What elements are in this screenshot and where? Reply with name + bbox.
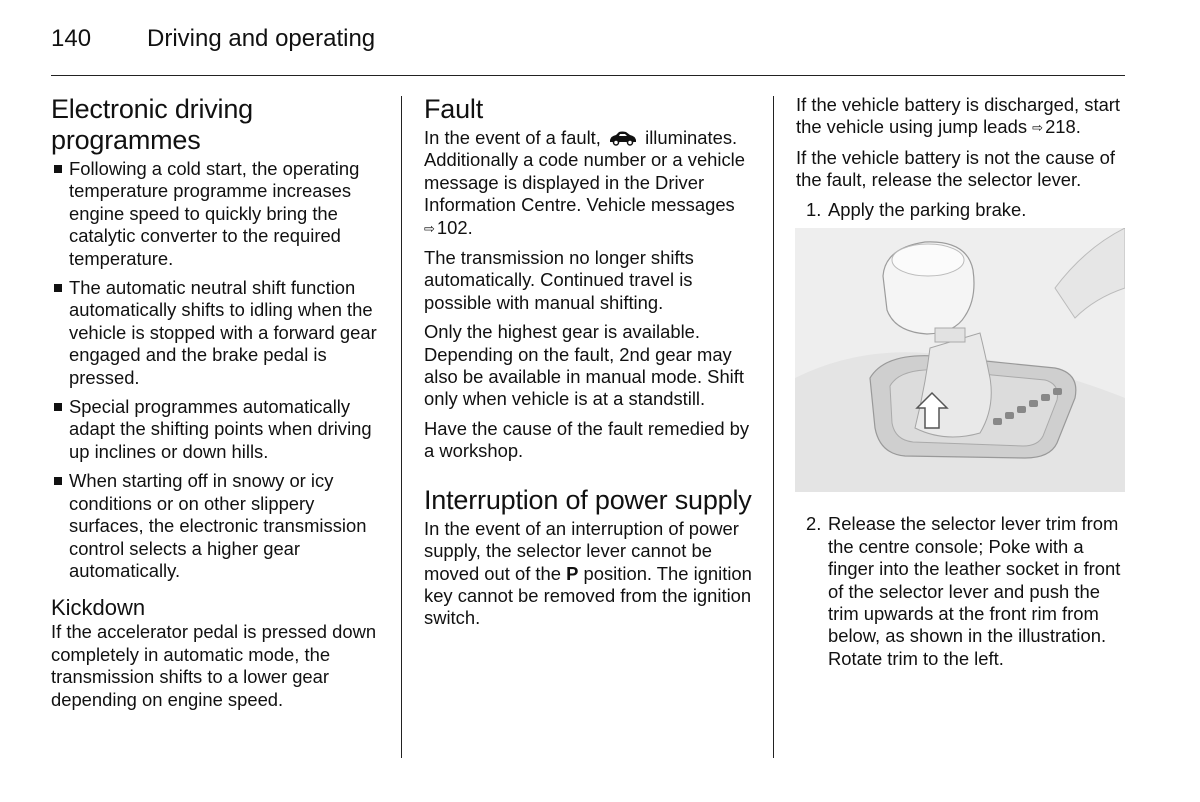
page-reference-link[interactable]: 218. [1045, 116, 1081, 138]
fault-text-a: In the event of a fault, [424, 127, 601, 148]
step-text: Apply the parking brake. [828, 198, 1027, 220]
column-2 [424, 94, 760, 637]
battery-paragraph-2: If the vehicle battery is not the cause of the fault, release the selector lever. [796, 146, 1115, 191]
page-header [51, 24, 375, 54]
bullet-item [51, 277, 383, 389]
bullet-text: The automatic neutral shift function automatically shifts to idling when the vehicle is stopped with a forward gear engaged and the brake pedal is pressed. [69, 277, 377, 388]
bullet-item [51, 158, 383, 270]
section-title-electronic-driving-programmes: Electronic driving programmes [51, 94, 253, 155]
car-fault-icon [608, 130, 638, 146]
bullet-square-icon [54, 477, 62, 485]
bullet-square-icon [54, 165, 62, 173]
programme-bullet-list [51, 158, 383, 582]
page-number: 140 [51, 25, 92, 52]
battery-paragraph-1 [796, 94, 1128, 140]
header-divider [51, 75, 1125, 76]
battery-text-a: If the vehicle battery is discharged, start the vehicle using jump leads [796, 94, 1121, 138]
chapter-title: Driving and operating [147, 25, 376, 52]
steps-list [796, 199, 1128, 221]
step-item-1 [796, 199, 1128, 221]
cross-reference-arrow-icon: ⇨ [424, 220, 435, 236]
power-paragraph [424, 518, 760, 630]
bullet-item [51, 470, 383, 582]
subsection-title-kickdown: Kickdown [51, 595, 146, 621]
position-p-label: P [566, 562, 579, 584]
bullet-text: Following a cold start, the operating temperature programme increases engine speed to quickly bring the catalytic converter to the required temperature. [69, 158, 360, 269]
cross-reference-arrow-icon: ⇨ [1032, 120, 1044, 136]
step-number: 2. [806, 513, 822, 535]
fault-paragraph-3: Only the highest gear is available. Depending on the fault, 2nd gear may also be available in manual mode. Shift only when vehicle is at a standstill. [424, 321, 744, 410]
power-text-a: In the event of an interruption of power supply, the selector lever cannot be moved out of the [424, 517, 739, 584]
selector-lever-illustration [795, 228, 1125, 492]
fault-paragraph-4: Have the cause of the fault remedied by a workshop. [424, 417, 750, 462]
fault-paragraph-2: The transmission no longer shifts automatically. Continued travel is possible with manual shifting. [424, 247, 694, 313]
column-divider-1 [401, 96, 402, 758]
page-reference-link[interactable]: 102. [436, 216, 473, 238]
bullet-item [51, 396, 383, 463]
bullet-text: When starting off in snowy or icy conditions or on other slippery surfaces, the electronic transmission control selects a higher gear automatically. [69, 470, 367, 581]
step-item-2 [796, 513, 1128, 670]
bullet-text: Special programmes automatically adapt the shifting points when driving up inclines or down hills. [69, 396, 372, 462]
section-title-fault: Fault [424, 94, 484, 124]
column-1 [51, 94, 383, 718]
bullet-square-icon [54, 284, 62, 292]
step-number: 1. [806, 198, 822, 220]
kickdown-text: If the accelerator pedal is pressed down completely in automatic mode, the transmission shifts to a lower gear depending on engine speed. [51, 621, 377, 710]
section-title-interruption-of-power-supply: Interruption of power supply [424, 484, 752, 515]
steps-list-continued [796, 513, 1128, 670]
fault-paragraph-1 [424, 127, 760, 240]
step-text: Release the selector lever trim from the centre console; Poke with a finger into the leather socket in front of the selector lever and push the trim upwards at the front rim from below, as shown in the illustration. Rotate trim to the left. [828, 513, 1121, 669]
fault-text-b: illuminates. Additionally a code number or a vehicle message is displayed in the Driver Information Centre. Vehicle messages [424, 127, 746, 216]
column-divider-2 [773, 96, 774, 758]
power-text-b: position. The ignition key cannot be removed from the ignition switch. [424, 562, 752, 629]
bullet-square-icon [54, 403, 62, 411]
column-3 [796, 94, 1128, 670]
